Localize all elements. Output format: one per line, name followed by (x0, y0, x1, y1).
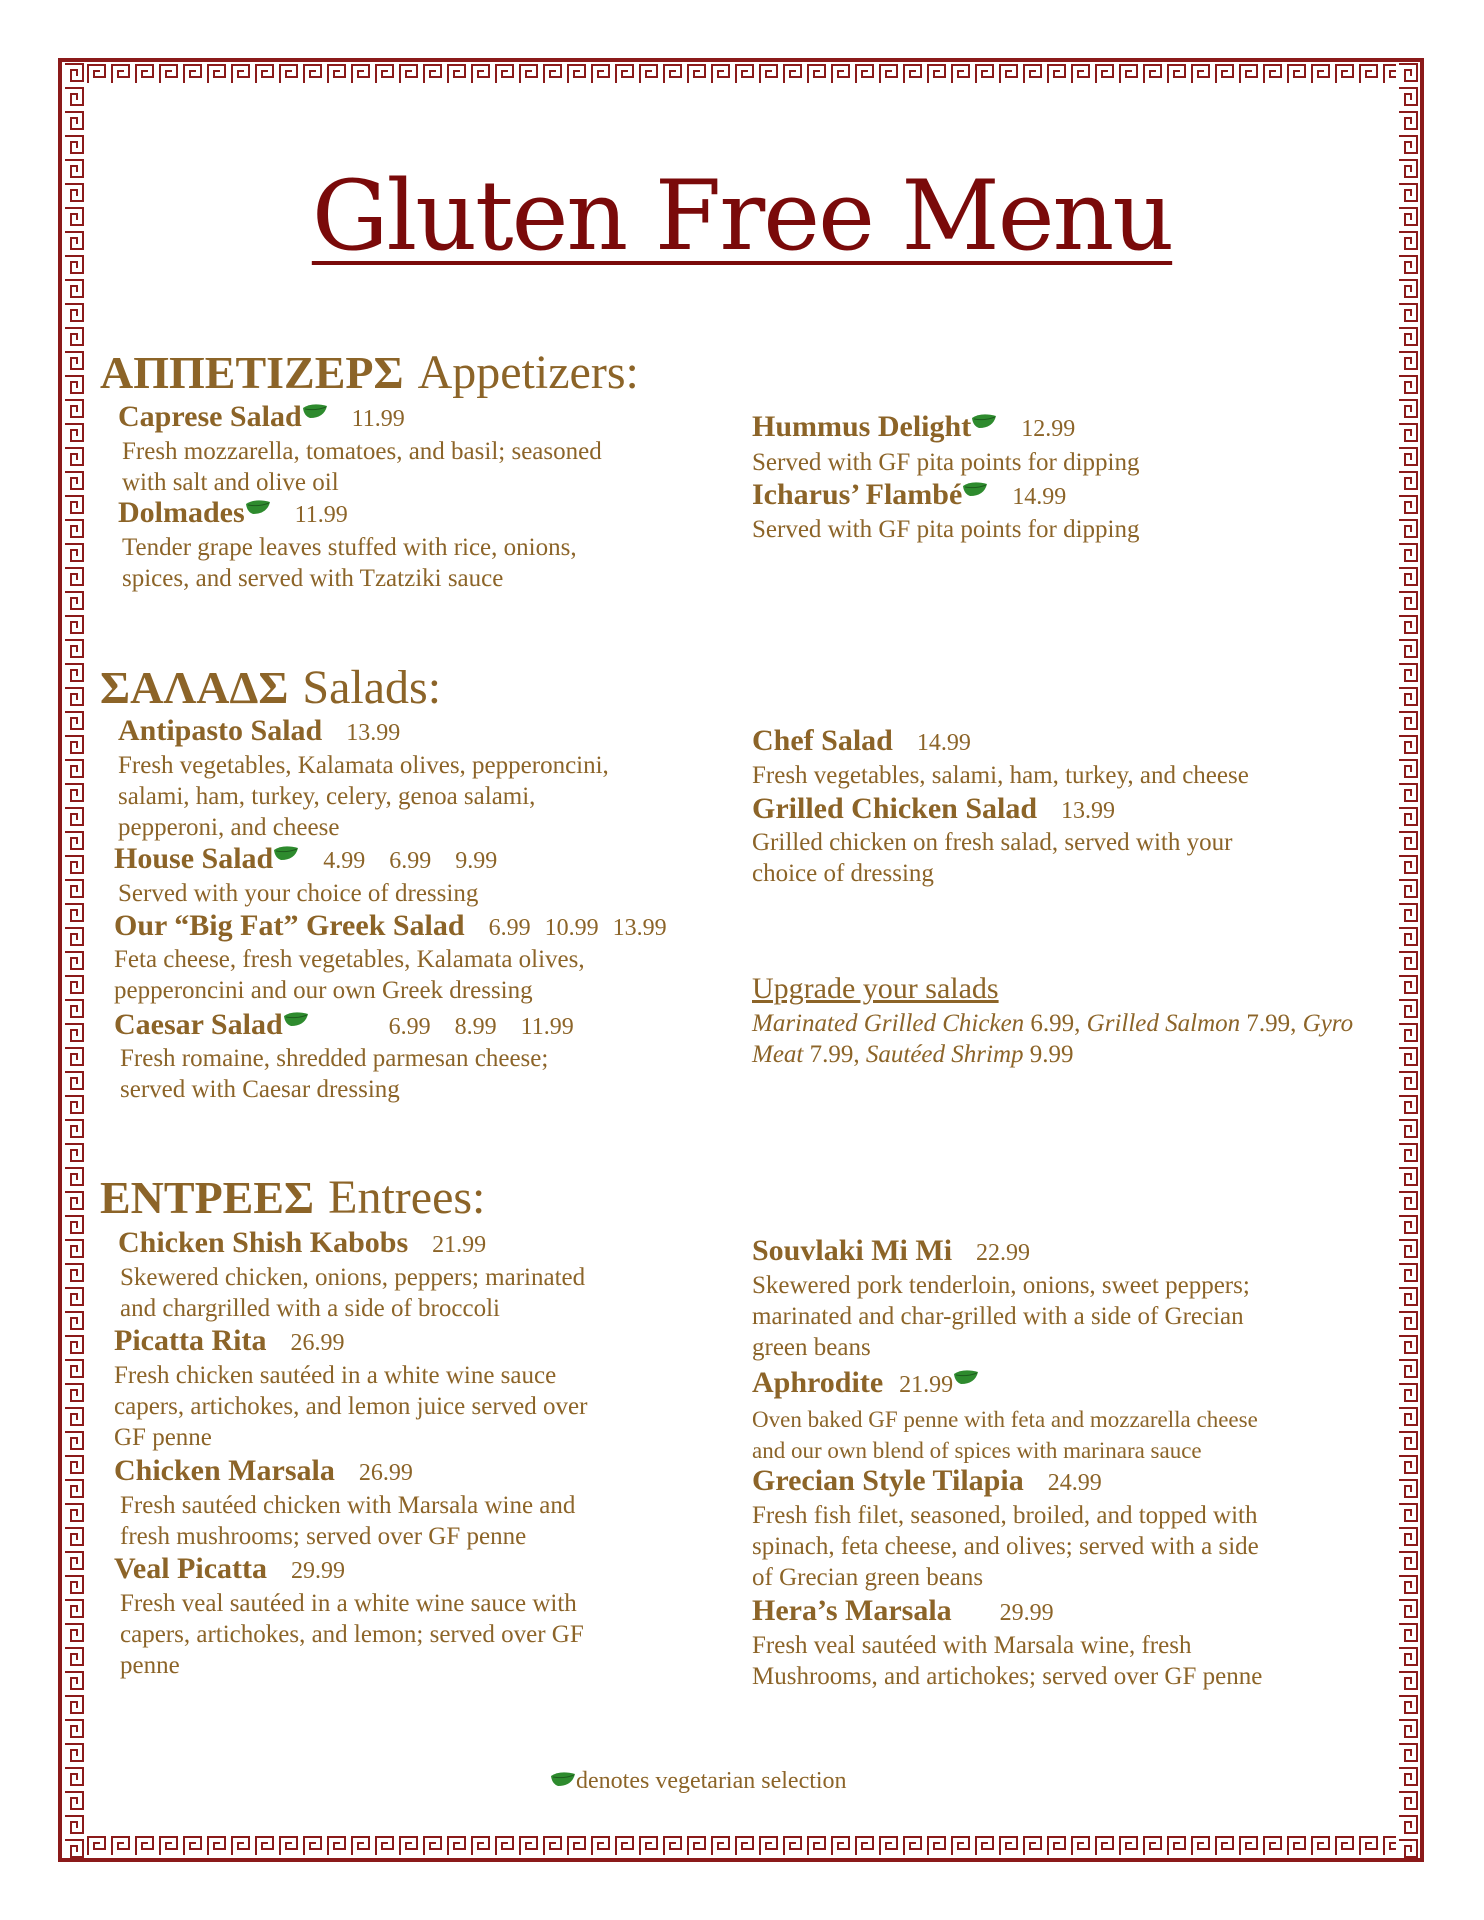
section-label: Appetizers: (417, 346, 639, 399)
item-description: Served with GF pita points for dipping (752, 516, 1140, 543)
menu-item: Antipasto Salad 13.99 (118, 714, 401, 747)
section-label: Entrees: (328, 1171, 486, 1224)
greek-heading: ΑΠΠΕΤΙΖΕΡΣ (100, 347, 404, 398)
leaf-icon (550, 1772, 576, 1788)
menu-item: Chicken Shish Kabobs 21.99 (118, 1226, 487, 1259)
item-description: Fresh chicken sautéed in a white wine sauce capers, artichokes, and lemon juice served over GF penne (114, 1362, 588, 1451)
leaf-icon (273, 846, 299, 862)
leaf-icon (302, 404, 328, 420)
item-description: Feta cheese, fresh vegetables, Kalamata olives, pepperoncini and our own Greek dressing (114, 946, 585, 1004)
section-heading-entrees (100, 1170, 485, 1225)
greek-heading: ΣΑΛΑΔΣ (100, 662, 289, 713)
menu-item: Chicken Marsala 26.99 (114, 1454, 413, 1487)
item-description: Fresh veal sautéed in a white wine sauce with capers, artichokes, and lemon; served over GF penne (120, 1590, 584, 1679)
item-description: Fresh veal sautéed with Marsala wine, fresh Mushrooms, and artichokes; served over GF penne (752, 1632, 1263, 1690)
item-description: Fresh mozzarella, tomatoes, and basil; seasoned with salt and olive oil (122, 438, 602, 496)
greek-key-border-top (62, 62, 1420, 86)
item-description: Fresh romaine, shredded parmesan cheese; served with Caesar dressing (120, 1045, 549, 1103)
item-description: Served with your choice of dressing (118, 880, 479, 907)
menu-item: Icharus’ Flambé 14.99 (752, 478, 1067, 511)
menu-item: Chef Salad 14.99 (752, 724, 971, 757)
menu-item: House Salad 4.99 6.99 9.99 (114, 842, 498, 875)
menu-item: Our “Big Fat” Greek Salad 6.99 10.99 13.99 (114, 909, 667, 942)
item-description: Served with GF pita points for dipping (752, 449, 1140, 476)
vegetarian-legend: denotes vegetarian selection (550, 1768, 847, 1795)
item-description: Oven baked GF penne with feta and mozzarella cheese and our own blend of spices with marinara sauce (752, 1407, 1258, 1463)
menu-item: Dolmades 11.99 (118, 496, 348, 529)
item-description: Skewered chicken, onions, peppers; marinated and chargrilled with a side of broccoli (120, 1264, 586, 1322)
item-description: Fresh vegetables, Kalamata olives, pepperoncini, salami, ham, turkey, celery, genoa salami, pepperoni, and cheese (118, 752, 609, 841)
menu-item: Grilled Chicken Salad 13.99 (752, 792, 1116, 825)
menu-item: Hummus Delight 12.99 (752, 410, 1076, 443)
upgrade-options: Marinated Grilled Chicken 6.99, Grilled Salmon 7.99, Gyro Meat 7.99, Sautéed Shrimp 9.99 (752, 1010, 1354, 1068)
greek-key-border-left (62, 62, 86, 1858)
leaf-icon (971, 414, 997, 430)
item-description: Fresh sautéed chicken with Marsala wine and fresh mushrooms; served over GF penne (120, 1492, 576, 1550)
item-description: Fresh vegetables, salami, ham, turkey, and cheese (752, 762, 1249, 789)
upgrade-heading: Upgrade your salads (752, 972, 999, 1005)
section-heading-salads (100, 660, 441, 715)
menu-item: Aphrodite 21.99 (752, 1366, 979, 1400)
item-description: Skewered pork tenderloin, onions, sweet peppers; marinated and char-grilled with a side of Grecian green beans (752, 1272, 1250, 1361)
section-heading-appetizers (100, 345, 639, 400)
menu-item: Caesar Salad 6.99 8.99 11.99 (114, 1008, 574, 1041)
item-description: Fresh fish filet, seasoned, broiled, and topped with spinach, feta cheese, and olives; served with a side of Grecian green beans (752, 1502, 1259, 1591)
menu-title: Gluten Free Menu (311, 160, 1173, 272)
leaf-icon (953, 1370, 979, 1386)
greek-key-border-bottom (62, 1834, 1420, 1858)
item-description: Grilled chicken on fresh salad, served with your choice of dressing (752, 829, 1233, 887)
menu-item: Grecian Style Tilapia 24.99 (752, 1464, 1102, 1497)
section-label: Salads: (302, 661, 442, 714)
greek-heading: ΕΝΤΡΕΕΣ (100, 1172, 315, 1223)
leaf-icon (283, 1012, 309, 1028)
menu-item: Souvlaki Mi Mi 22.99 (752, 1234, 1031, 1267)
leaf-icon (962, 482, 988, 498)
item-description: Tender grape leaves stuffed with rice, onions, spices, and served with Tzatziki sauce (122, 534, 577, 592)
menu-item: Hera’s Marsala 29.99 (752, 1594, 1054, 1627)
menu-item: Picatta Rita 26.99 (114, 1324, 345, 1357)
menu-item: Caprese Salad 11.99 (118, 400, 405, 433)
greek-key-border-right (1396, 62, 1420, 1858)
leaf-icon (245, 500, 271, 516)
menu-item: Veal Picatta 29.99 (114, 1552, 346, 1585)
